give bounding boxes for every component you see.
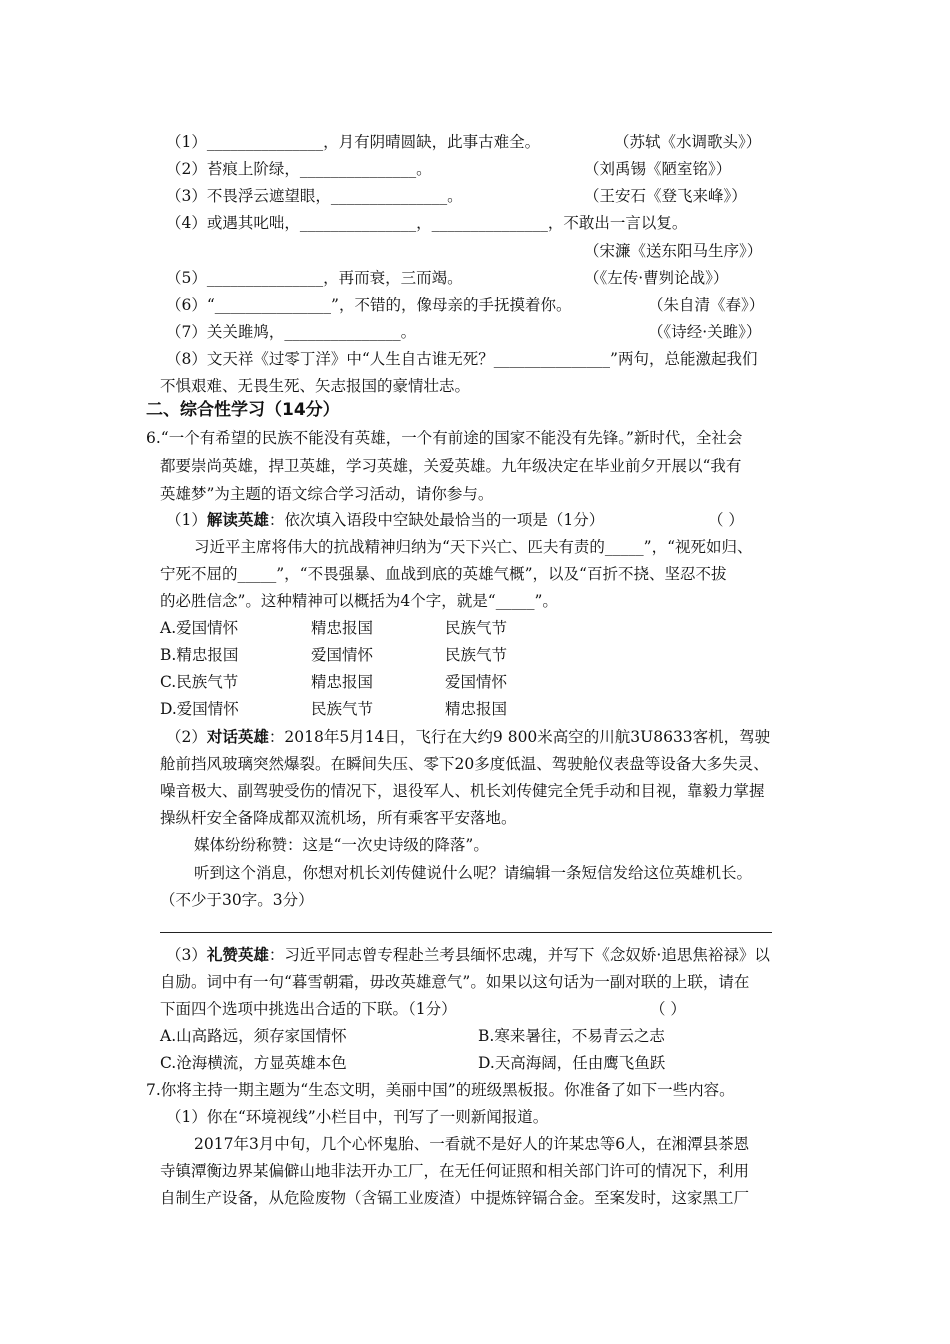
- couplet-option-d[interactable]: D.天高海阔，任由鹰飞鱼跃: [478, 1054, 666, 1072]
- option-c-1[interactable]: C.民族气节: [160, 673, 239, 691]
- option-d-2: 民族气节: [311, 700, 374, 718]
- q6-passage-3: 的必胜信念”。这种精神可以概括为4个字，就是“_____”。: [160, 592, 558, 610]
- q6-task-req: （不少于30字。3分）: [160, 891, 314, 909]
- option-b-2: 爱国情怀: [311, 646, 374, 664]
- poetry-line-6: （6）“_______________”，不错的，像母亲的手抚摸着你。: [166, 296, 572, 314]
- option-d-3: 精忠报国: [445, 700, 508, 718]
- q6-intro-2: 都要崇尚英雄，捍卫英雄，学习英雄，关爱英雄。九年级决定在毕业前夕开展以“我有: [160, 457, 742, 475]
- poetry-source-5: （《左传·曹刿论战》）: [584, 269, 729, 287]
- answer-line[interactable]: [160, 932, 772, 933]
- poetry-source-4: （宋濂《送东阳马生序》）: [584, 242, 763, 260]
- option-a-2: 精忠报国: [311, 619, 374, 637]
- poetry-line-8-cont: 不惧艰难、无畏生死、矢志报国的豪情壮志。: [160, 377, 471, 395]
- q6-part3-num: （3）: [166, 946, 207, 964]
- poetry-source-1: （苏轼《水调歌头》）: [614, 133, 762, 151]
- q6-part2-line-2: 舱前挡风玻璃突然爆裂。在瞬间失压、零下20多度低温、驾驶舱仪表盘等设备大多失灵、: [160, 755, 769, 773]
- couplet-option-b[interactable]: B.寒来暑往，不易青云之志: [478, 1027, 665, 1045]
- q6-part2-line-3: 噪音极大、副驾驶受伤的情况下，退役军人、机长刘传健完全凭手动和目视，靠毅力掌握: [160, 782, 765, 800]
- poetry-line-3: （3）不畏浮云遮望眼，_______________。: [166, 187, 463, 205]
- q7-news-3: 自制生产设备，从危险废物（含镉工业废渣）中提炼锌镉合金。至案发时，这家黑工厂: [160, 1189, 750, 1207]
- q6-part1-label: 解读英雄: [206, 511, 269, 529]
- q6-task: 听到这个消息，你想对机长刘传健说什么呢？请编辑一条短信发给这位英雄机长。: [194, 864, 753, 882]
- answer-bracket[interactable]: （ ）: [708, 511, 744, 529]
- q6-part3-line-2: 自励。词中有一句“暮雪朝霜，毋改英雄意气”。如果以这句话为一副对联的上联，请在: [160, 973, 750, 991]
- q6-part3-line-1: [166, 945, 770, 965]
- q6-intro-1: 6.“一个有希望的民族不能没有英雄，一个有前途的国家不能没有先锋。”新时代，全社会: [146, 429, 743, 447]
- q6-part2-text: ：2018年5月14日，飞行在大约9 800米高空的川航3U8633客机，驾驶: [268, 728, 771, 746]
- q6-part2-label: 对话英雄: [206, 728, 269, 746]
- poetry-line-5: （5）_______________，再而衰，三而竭。: [166, 269, 463, 287]
- q6-part3-text: ：习近平同志曾专程赴兰考县缅怀忠魂，并写下《念奴娇·追思焦裕禄》以: [268, 946, 770, 964]
- option-a-1[interactable]: A.爱国情怀: [160, 619, 239, 637]
- q7-part1: （1）你在“环境视线”小栏目中，刊写了一则新闻报道。: [166, 1108, 549, 1126]
- poetry-line-2: （2）苔痕上阶绿，_______________。: [166, 160, 432, 178]
- q6-intro-3: 英雄梦”为主题的语文综合学习活动，请你参与。: [160, 485, 494, 503]
- couplet-option-c[interactable]: C.沧海横流，方显英雄本色: [160, 1054, 347, 1072]
- q7-intro: 7.你将主持一期主题为“生态文明，美丽中国”的班级黑板报。你准备了如下一些内容。: [146, 1081, 735, 1099]
- q6-part2-num: （2）: [166, 728, 207, 746]
- poetry-source-2: （刘禹锡《陋室铭》）: [584, 160, 732, 178]
- poetry-source-6: （朱自清《春》）: [648, 296, 765, 314]
- poetry-line-7: （7）关关雎鸠，_______________。: [166, 323, 417, 341]
- poetry-source-3: （王安石《登飞来峰》）: [584, 187, 747, 205]
- q6-media-quote: 媒体纷纷称赞：这是“一次史诗级的降落”。: [194, 836, 489, 854]
- q6-passage-1: 习近平主席将伟大的抗战精神归纳为“天下兴亡、匹夫有责的_____”，“视死如归、: [194, 538, 753, 556]
- q6-part2-line-4: 操纵杆安全备降成都双流机场，所有乘客平安落地。: [160, 809, 517, 827]
- poetry-source-7: （《诗经·关雎》）: [648, 323, 762, 341]
- couplet-option-a[interactable]: A.山高路远，须存家国情怀: [160, 1027, 347, 1045]
- poetry-line-4: （4）或遇其叱咄，_______________，_______________，不敢出一言以复。: [166, 214, 688, 232]
- answer-bracket-2[interactable]: （ ）: [650, 1000, 686, 1018]
- q6-part3-label: 礼赞英雄: [206, 946, 269, 964]
- q6-part3-line-3: 下面四个选项中挑选出合适的下联。（1分）: [160, 1000, 457, 1018]
- option-b-1[interactable]: B.精忠报国: [160, 646, 239, 664]
- q6-part1-prompt: [166, 510, 604, 530]
- q6-part1-num: （1）: [166, 511, 207, 529]
- q7-news-2: 寺镇潭衡边界某偏僻山地非法开办工厂，在无任何证照和相关部门许可的情况下，利用: [160, 1162, 750, 1180]
- option-b-3: 民族气节: [445, 646, 508, 664]
- option-d-1[interactable]: D.爱国情怀: [160, 700, 239, 718]
- section-title: 二、综合性学习（14分）: [146, 400, 340, 420]
- option-a-3: 民族气节: [445, 619, 508, 637]
- option-c-2: 精忠报国: [311, 673, 374, 691]
- option-c-3: 爱国情怀: [445, 673, 508, 691]
- q7-news-1: 2017年3月中旬，几个心怀鬼胎、一看就不是好人的许某忠等6人，在湘潭县茶恩: [194, 1135, 750, 1153]
- q6-part1-text: ：依次填入语段中空缺处最恰当的一项是（1分）: [268, 511, 605, 529]
- q6-part2-line-1: [166, 727, 770, 747]
- poetry-line-8: （8）文天祥《过零丁洋》中“人生自古谁无死？_______________”两句，总能激起我们: [166, 350, 758, 368]
- poetry-line-1: （1）_______________，月有阴晴圆缺，此事古难全。: [166, 133, 541, 151]
- q6-passage-2: 宁死不屈的_____”，“不畏强暴、血战到底的英雄气概”，以及“百折不挠、坚忍不拔: [160, 565, 727, 583]
